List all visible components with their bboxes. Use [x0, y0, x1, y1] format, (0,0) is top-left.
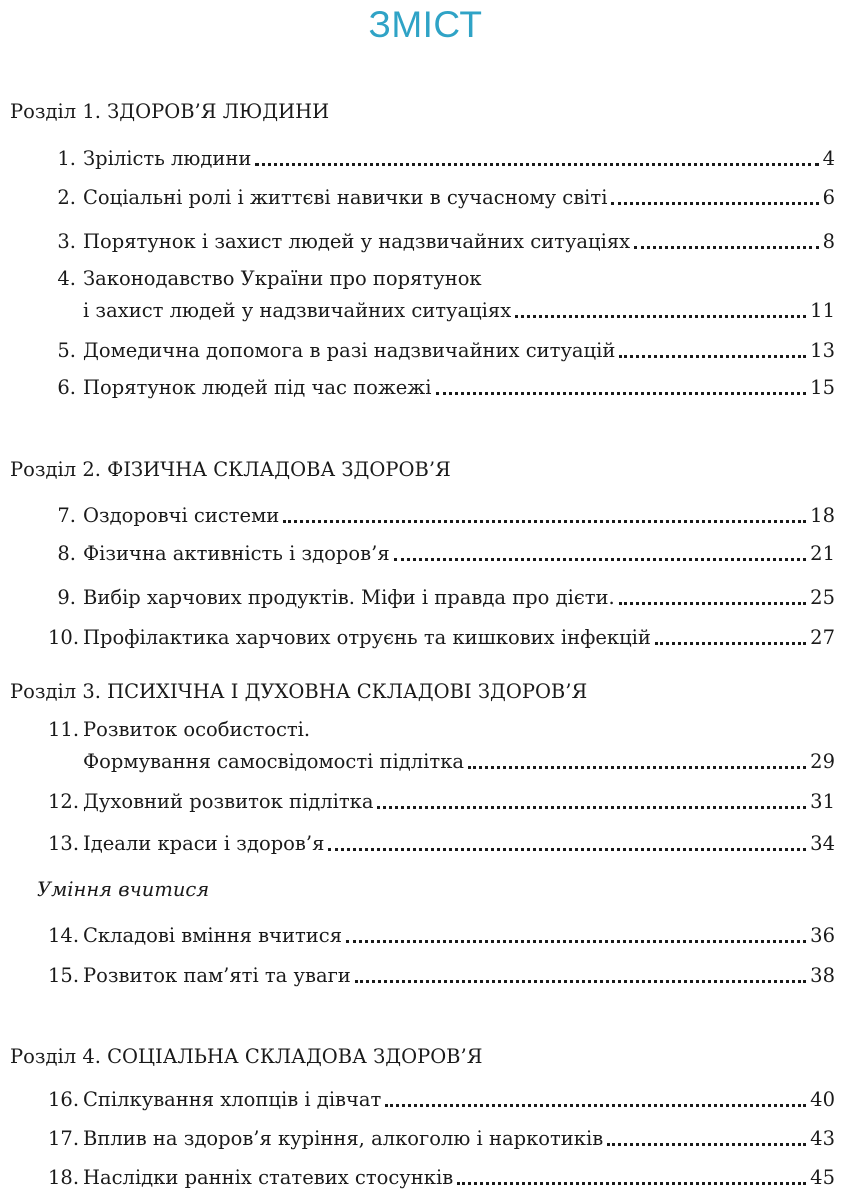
section-heading: Розділ 1. ЗДОРОВ’Я ЛЮДИНИ	[10, 100, 330, 123]
entry-page: 11	[810, 299, 835, 322]
entry-number: 13.	[48, 832, 80, 855]
entry-number: 8.	[57, 542, 76, 565]
entry-number: 3.	[57, 230, 76, 253]
entry-page: 4	[822, 147, 835, 170]
entry-page: 31	[810, 790, 835, 813]
leader-dots	[283, 510, 806, 523]
leader-dots	[611, 192, 818, 205]
toc-entry[interactable]	[48, 582, 835, 614]
entry-number: 16.	[48, 1088, 80, 1111]
entry-number: 12.	[48, 790, 80, 813]
entry-page: 21	[810, 542, 835, 565]
entry-title: Духовний розвиток підлітка	[83, 790, 374, 813]
entry-page: 13	[810, 339, 835, 362]
entry-number: 5.	[57, 339, 76, 362]
entry-title: Ідеали краси і здоров’я	[83, 832, 325, 855]
entry-page: 45	[810, 1166, 835, 1189]
entry-title: Вплив на здоров’я куріння, алкоголю і наркотиків	[83, 1127, 604, 1150]
entry-page: 8	[822, 230, 835, 253]
entry-page: 40	[810, 1088, 835, 1111]
entry-title: Порятунок і захист людей у надзвичайних ситуаціях	[83, 230, 631, 253]
entry-number: 9.	[57, 586, 76, 609]
entry-page: 34	[810, 832, 835, 855]
toc-entry[interactable]	[48, 335, 835, 367]
toc-entry[interactable]	[48, 1123, 835, 1155]
leader-dots	[394, 548, 807, 561]
entry-number: 10.	[48, 626, 80, 649]
entry-title: Домедична допомога в разі надзвичайних ситуацій	[83, 339, 616, 362]
entry-number: 6.	[57, 376, 76, 399]
leader-dots	[457, 1172, 806, 1185]
entry-title-continued: Формування самосвідомості підлітка	[83, 750, 465, 773]
toc-entry[interactable]	[48, 622, 835, 654]
leader-dots	[328, 838, 806, 851]
toc-entry[interactable]	[48, 143, 835, 175]
entry-title: Порятунок людей під час пожежі	[83, 376, 432, 399]
section-heading: Розділ 3. ПСИХІЧНА І ДУХОВНА СКЛАДОВІ ЗДОРОВ’Я	[10, 680, 588, 703]
page-title: ЗМІСТ	[368, 4, 483, 45]
entry-page: 29	[810, 750, 835, 773]
entry-title-continued: і захист людей у надзвичайних ситуаціях	[83, 299, 512, 322]
toc-entry[interactable]	[48, 1162, 835, 1194]
leader-dots	[436, 382, 807, 395]
toc-entry[interactable]	[48, 786, 835, 818]
toc-entry[interactable]	[48, 372, 835, 404]
entry-page: 27	[810, 626, 835, 649]
entry-page: 15	[810, 376, 835, 399]
toc-entry[interactable]	[48, 1084, 835, 1116]
toc-entry[interactable]	[48, 182, 835, 214]
section-heading: Розділ 4. СОЦІАЛЬНА СКЛАДОВА ЗДОРОВ’Я	[10, 1045, 483, 1068]
leader-dots	[255, 153, 818, 166]
toc-entry[interactable]	[48, 960, 835, 992]
entry-title: Зрілість людини	[83, 147, 252, 170]
entry-title: Соціальні ролі і життєві навички в сучасному світі	[83, 186, 608, 209]
entry-page: 43	[810, 1127, 835, 1150]
entry-number: 14.	[48, 924, 80, 947]
leader-dots	[346, 930, 806, 943]
leader-dots	[355, 970, 806, 983]
section-heading: Розділ 2. ФІЗИЧНА СКЛАДОВА ЗДОРОВ’Я	[10, 458, 451, 481]
entry-number: 17.	[48, 1127, 80, 1150]
entry-title: Розвиток особистості.	[83, 718, 311, 741]
entry-page: 6	[822, 186, 835, 209]
leader-dots	[468, 756, 806, 769]
entry-page: 25	[810, 586, 835, 609]
entry-number: 11.	[48, 718, 80, 741]
entry-title: Складові вміння вчитися	[83, 924, 343, 947]
entry-title: Фізична активність і здоров’я	[83, 542, 390, 565]
entry-title: Профілактика харчових отруєнь та кишкових інфекцій	[83, 626, 651, 649]
leader-dots	[634, 236, 818, 249]
leader-dots	[619, 592, 806, 605]
toc-entry[interactable]	[48, 920, 835, 952]
toc-entry[interactable]	[48, 226, 835, 258]
toc-entry[interactable]	[48, 500, 835, 532]
entry-number: 18.	[48, 1166, 80, 1189]
entry-page: 18	[810, 504, 835, 527]
toc-entry[interactable]	[48, 538, 835, 570]
leader-dots	[385, 1094, 806, 1107]
entry-number: 1.	[57, 147, 76, 170]
entry-page: 36	[810, 924, 835, 947]
entry-page: 38	[810, 964, 835, 987]
entry-title: Оздоровчі системи	[83, 504, 280, 527]
toc-entry[interactable]	[48, 714, 835, 778]
entry-number: 7.	[57, 504, 76, 527]
entry-number: 15.	[48, 964, 80, 987]
leader-dots	[655, 632, 806, 645]
entry-number: 2.	[57, 186, 76, 209]
leader-dots	[515, 305, 806, 318]
toc-entry[interactable]	[48, 263, 835, 327]
leader-dots	[377, 796, 806, 809]
entry-title: Наслідки ранніх статевих стосунків	[83, 1166, 454, 1189]
entry-title: Спілкування хлопців і дівчат	[83, 1088, 382, 1111]
leader-dots	[619, 345, 806, 358]
entry-number: 4.	[57, 267, 76, 290]
toc-entry[interactable]	[48, 828, 835, 860]
entry-title: Законодавство України про порятунок	[83, 267, 482, 290]
subsection-heading: Уміння вчитися	[37, 878, 210, 901]
entry-title: Розвиток пам’яті та уваги	[83, 964, 351, 987]
entry-title: Вибір харчових продуктів. Міфи і правда про дієти.	[83, 586, 615, 609]
leader-dots	[607, 1133, 806, 1146]
